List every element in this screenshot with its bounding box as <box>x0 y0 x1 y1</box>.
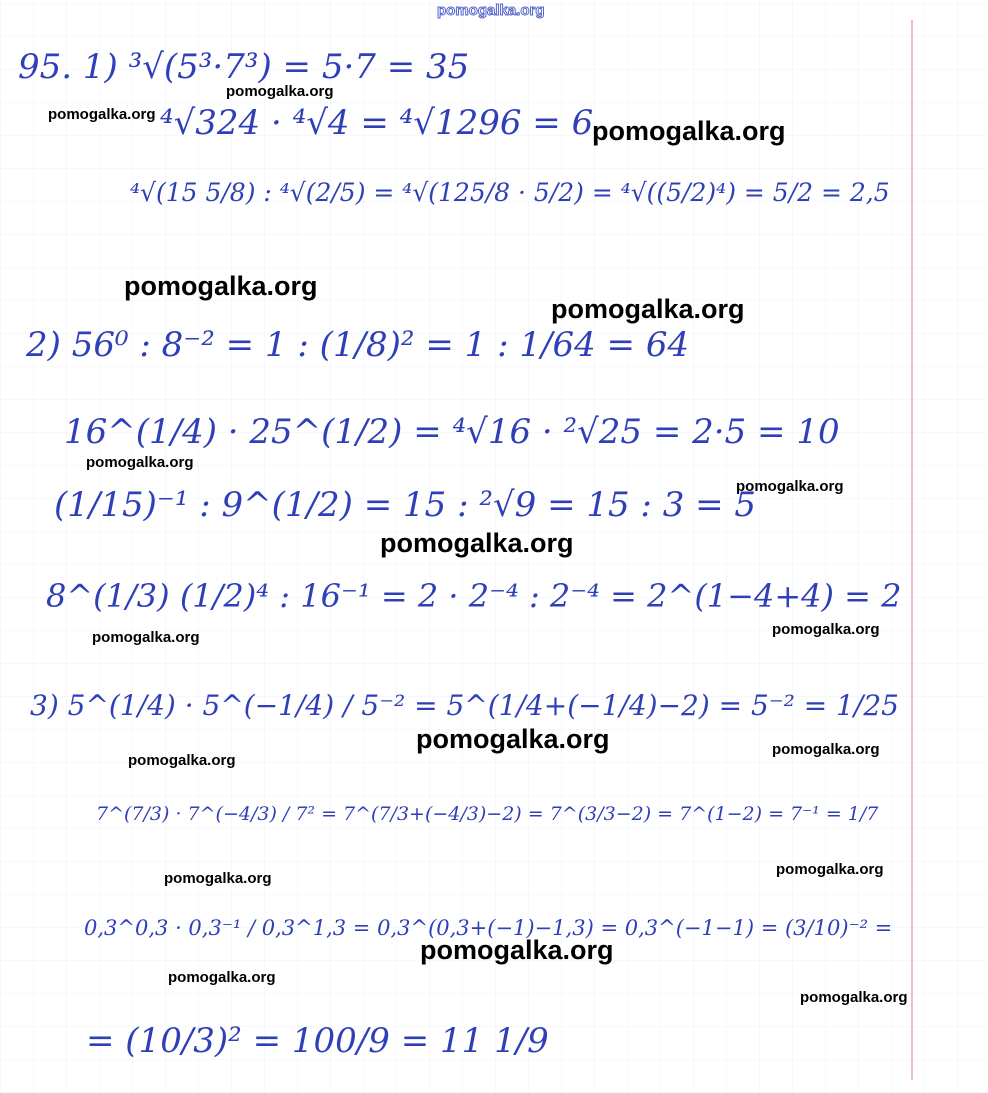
watermark: pomogalka.org <box>226 83 334 100</box>
math-line: 0,3^0,3 · 0,3⁻¹ / 0,3^1,3 = 0,3^(0,3+(−1)−1,3) = 0,3^(−1−1) = (3/10)⁻² = <box>84 916 893 940</box>
math-line: ⁴√324 · ⁴√4 = ⁴√1296 = 6 <box>160 103 594 143</box>
margin-line <box>911 20 913 1080</box>
math-line: ⁴√(15 5/8) : ⁴√(2/5) = ⁴√(125/8 · 5/2) = ⁴√((5/2)⁴) = 5/2 = 2,5 <box>130 178 890 207</box>
watermark: pomogalka.org <box>776 861 884 878</box>
math-line: 95. 1) ³√(5³·7³) = 5·7 = 35 <box>18 47 470 87</box>
watermark: pomogalka.org <box>92 629 200 646</box>
math-line: 2) 56⁰ : 8⁻² = 1 : (1/8)² = 1 : 1/64 = 64 <box>26 325 690 365</box>
watermark: pomogalka.org <box>800 989 908 1006</box>
watermark: pomogalka.org <box>416 724 610 754</box>
math-line: 8^(1/3) (1/2)⁴ : 16⁻¹ = 2 · 2⁻⁴ : 2⁻⁴ = 2^(1−4+4) = 2 <box>46 577 902 615</box>
watermark: pomogalka.org <box>772 741 880 758</box>
watermark: pomogalka.org <box>420 935 614 965</box>
watermark: pomogalka.org <box>128 752 236 769</box>
header-watermark: pomogalka.org <box>437 2 545 19</box>
watermark: pomogalka.org <box>736 478 844 495</box>
math-line: 7^(7/3) · 7^(−4/3) / 7² = 7^(7/3+(−4/3)−2) = 7^(3/3−2) = 7^(1−2) = 7⁻¹ = 1/7 <box>96 803 879 825</box>
watermark: pomogalka.org <box>124 271 318 301</box>
watermark: pomogalka.org <box>48 106 156 123</box>
math-line: 3) 5^(1/4) · 5^(−1/4) / 5⁻² = 5^(1/4+(−1/4)−2) = 5⁻² = 1/25 <box>30 689 899 722</box>
watermark: pomogalka.org <box>168 969 276 986</box>
watermark: pomogalka.org <box>772 621 880 638</box>
math-line: 16^(1/4) · 25^(1/2) = ⁴√16 · ²√25 = 2·5 = 10 <box>64 412 840 452</box>
watermark: pomogalka.org <box>164 870 272 887</box>
watermark: pomogalka.org <box>86 454 194 471</box>
watermark: pomogalka.org <box>380 528 574 558</box>
watermark: pomogalka.org <box>592 116 786 146</box>
watermark: pomogalka.org <box>551 294 745 324</box>
math-line: (1/15)⁻¹ : 9^(1/2) = 15 : ²√9 = 15 : 3 = 5 <box>54 485 757 525</box>
math-line: = (10/3)² = 100/9 = 11 1/9 <box>86 1021 549 1061</box>
